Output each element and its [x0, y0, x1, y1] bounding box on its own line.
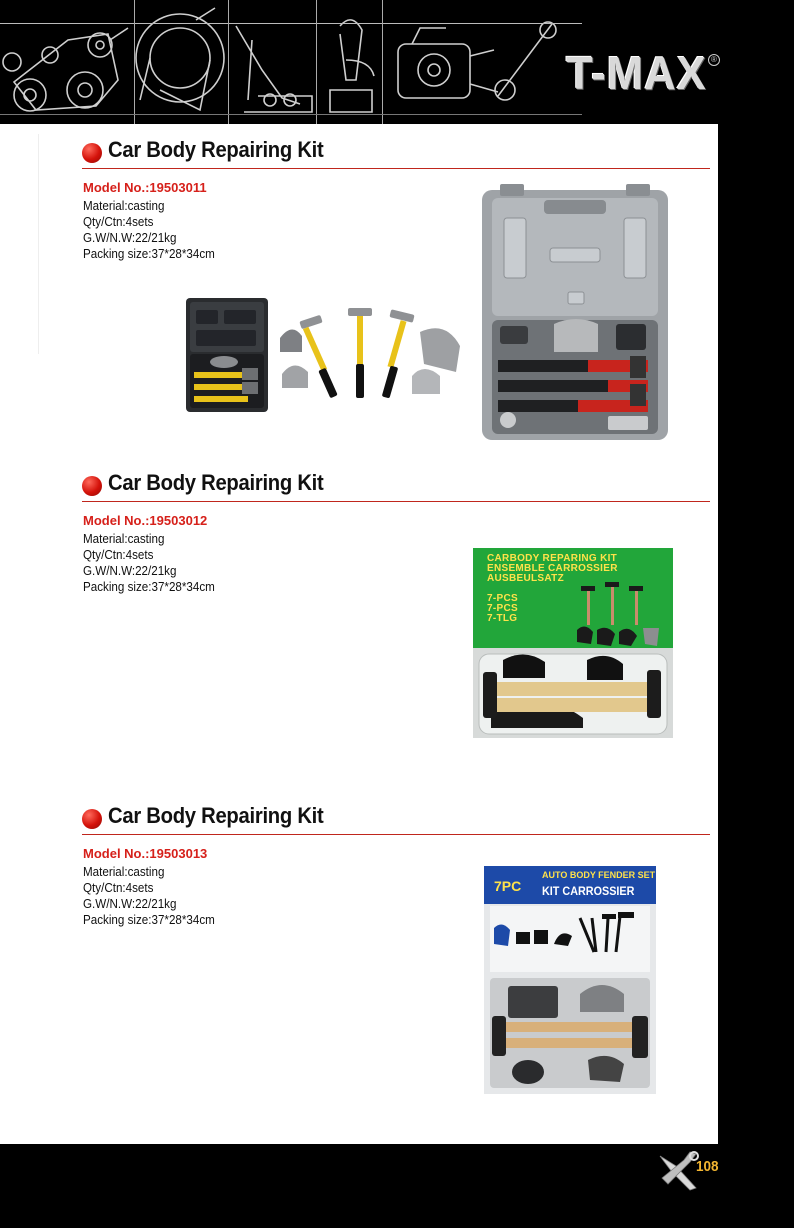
box-label-kit-carrossier: KIT CARROSSIER — [542, 884, 635, 898]
spec-weight: G.W/N.W:22/21kg — [83, 231, 177, 245]
spec-qty: Qty/Ctn:4sets — [83, 881, 154, 895]
section-divider — [82, 834, 710, 835]
spec-weight: G.W/N.W:22/21kg — [83, 897, 177, 911]
spec-qty: Qty/Ctn:4sets — [83, 215, 154, 229]
tools-banner-illustration — [0, 0, 590, 124]
product-image-19503013 — [484, 866, 656, 1094]
product-image-19503011-case — [480, 184, 670, 442]
model-number: Model No.:19503011 — [83, 180, 207, 195]
model-number: Model No.:19503013 — [83, 846, 208, 861]
box-label-7pc: 7PC — [494, 878, 522, 894]
registered-mark: ® — [708, 54, 720, 66]
product-image-19503012 — [473, 548, 673, 738]
spec-packing: Packing size:37*28*34cm — [83, 580, 215, 594]
brand-name: T-MAX — [566, 47, 707, 99]
spec-packing: Packing size:37*28*34cm — [83, 247, 215, 261]
box-label-line-1: CARBODY REPARING KIT — [487, 553, 618, 564]
box-label-line-3: AUSBEULSATZ — [487, 573, 565, 584]
spec-material: Material:casting — [83, 199, 165, 213]
box-label-pcs-3: 7-TLG — [487, 613, 518, 624]
section-divider — [82, 168, 710, 169]
box-label-pcs-2: 7-PCS — [487, 603, 518, 614]
box-label-line-2: ENSEMBLE CARROSSIER — [487, 563, 618, 574]
brand-logo — [566, 42, 726, 104]
section-title: Car Body Repairing Kit — [108, 470, 324, 495]
model-number: Model No.:19503012 — [83, 513, 208, 528]
left-margin — [0, 124, 42, 1144]
section-divider — [82, 501, 710, 502]
spec-qty: Qty/Ctn:4sets — [83, 548, 154, 562]
product-section-1 — [82, 137, 710, 261]
box-label-pcs-1: 7-PCS — [487, 593, 518, 604]
page-number: 108 — [696, 1158, 719, 1175]
red-bullet-icon — [82, 143, 102, 163]
product-image-19503011-set — [184, 292, 474, 416]
box-label-fender-set: AUTO BODY FENDER SET — [542, 870, 656, 880]
spec-material: Material:casting — [83, 532, 165, 546]
spec-packing: Packing size:37*28*34cm — [83, 913, 215, 927]
page-header — [0, 0, 794, 124]
red-bullet-icon — [82, 809, 102, 829]
red-bullet-icon — [82, 476, 102, 496]
section-title: Car Body Repairing Kit — [108, 137, 324, 162]
spec-material: Material:casting — [83, 865, 165, 879]
spec-weight: G.W/N.W:22/21kg — [83, 564, 177, 578]
section-title: Car Body Repairing Kit — [108, 803, 324, 828]
